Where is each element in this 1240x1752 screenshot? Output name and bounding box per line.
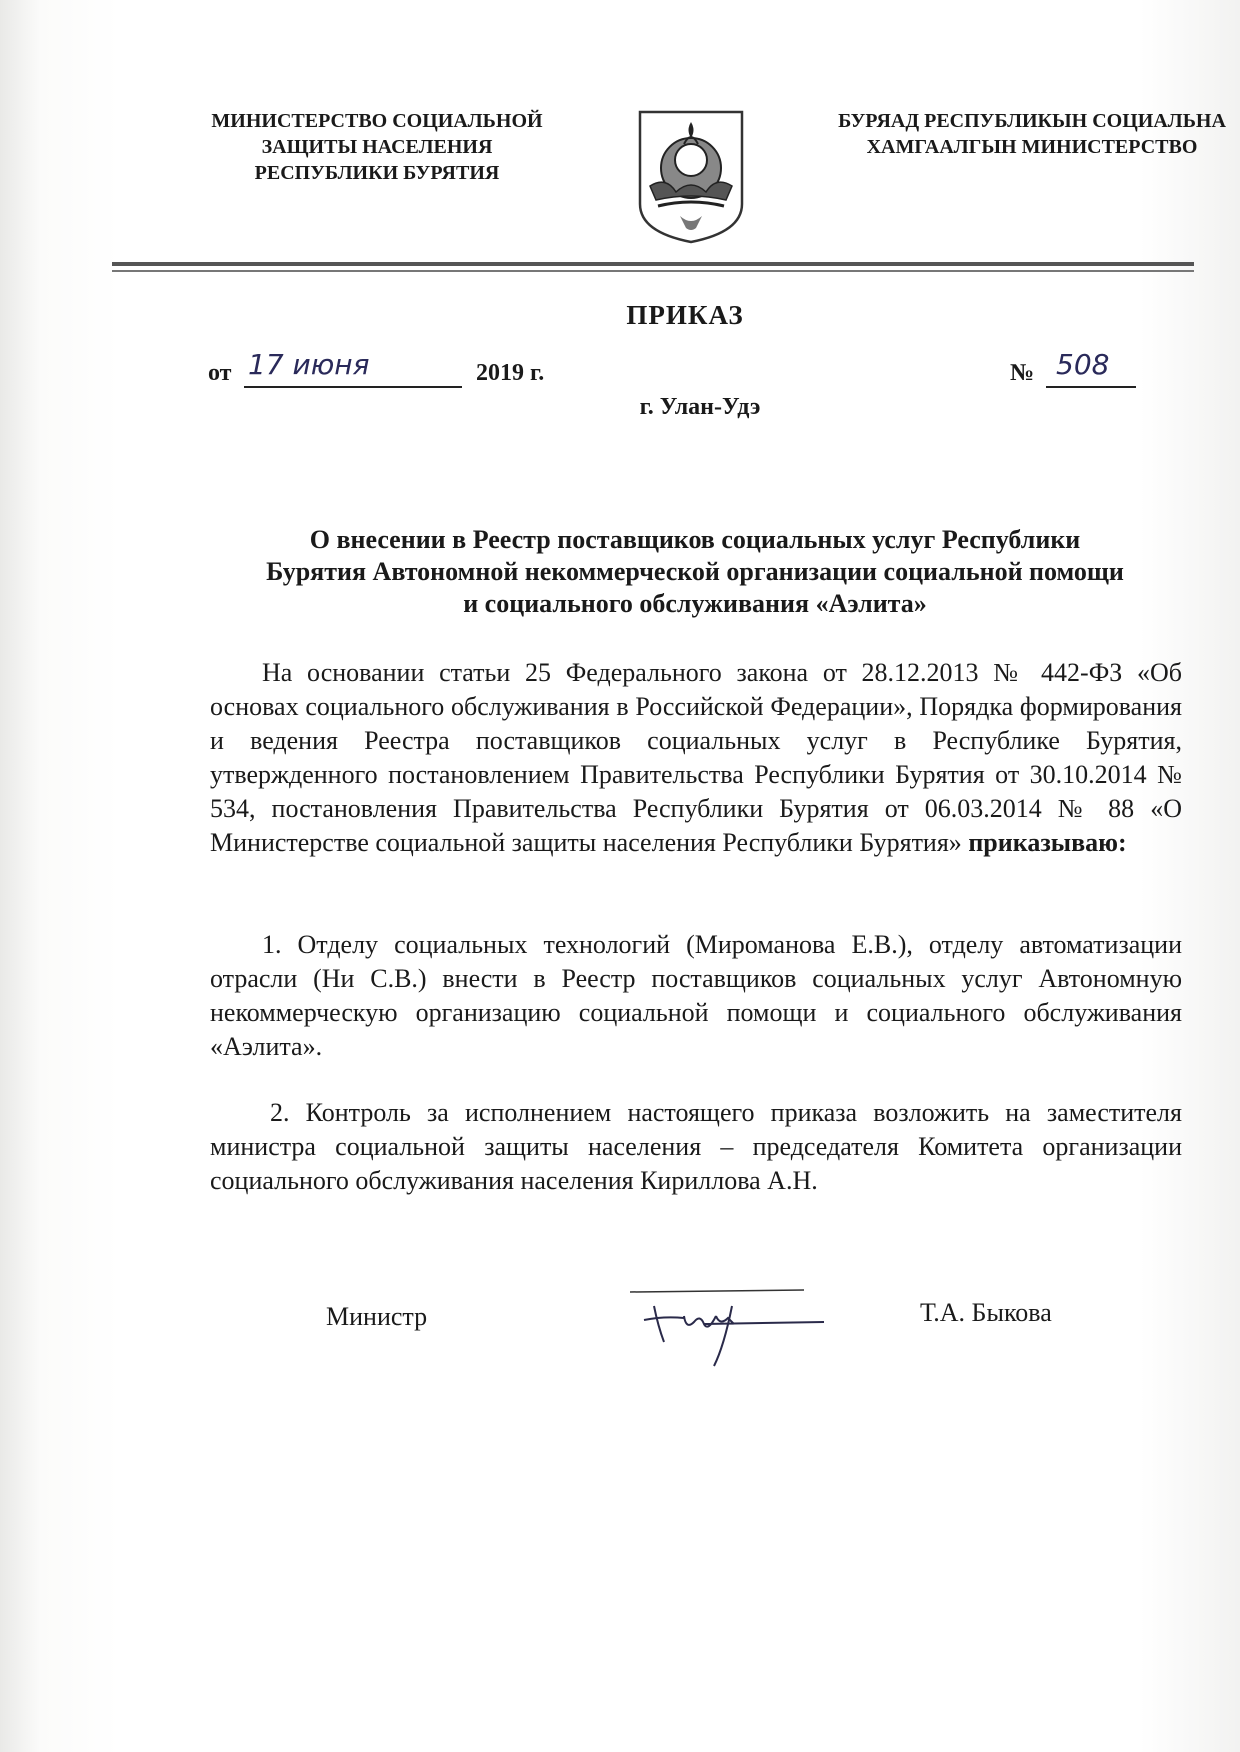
preamble-text: На основании статьи 25 Федерального закона от 28.12.2013 № 442-ФЗ «Об основах социального обслуживания в Российской Федерации», Порядка формирования и ведения Реестра поставщиков социальных услуг в Республике Бурятия, утвержденного постановлением Правительства Республики Бурятия от 30.10.2014 № 534, постановления Правительства Республики Бурятия от 06.03.2014 № 88 «О Министерстве социальной защиты населения Республики Бурятия» bbox=[210, 658, 1182, 857]
ministry-line: РЕСПУБЛИКИ БУРЯТИЯ bbox=[254, 162, 500, 184]
subject-line: Бурятия Автономной некоммерческой организации социальной помощи bbox=[266, 557, 1124, 586]
preamble-paragraph bbox=[210, 656, 1182, 860]
subject-line: и социального обслуживания «Аэлита» bbox=[463, 589, 927, 618]
ministry-line: ЗАЩИТЫ НАСЕЛЕНИЯ bbox=[261, 136, 493, 158]
header-divider bbox=[112, 262, 1194, 266]
order-subject bbox=[200, 524, 1190, 620]
order-item-2: 2. Контроль за исполнением настоящего приказа возложить на заместителя министра социальной защиты населения – председателя Комитета организации социального обслуживания населения Кириллова А.Н. bbox=[210, 1098, 1182, 1195]
ministry-name-bua bbox=[812, 108, 1240, 160]
date-underline bbox=[244, 386, 462, 388]
date-year: 2019 г. bbox=[476, 360, 545, 386]
number-underline bbox=[1046, 386, 1136, 388]
ministry-name-ru bbox=[182, 108, 572, 186]
order-verb: приказываю: bbox=[968, 828, 1127, 857]
city: г. Улан-Удэ bbox=[639, 394, 761, 420]
handwritten-signature bbox=[624, 1286, 884, 1376]
order-number-label: № bbox=[1010, 360, 1035, 386]
ministry-line: БУРЯАД РЕСПУБЛИКЫН СОЦИАЛЬНА bbox=[838, 110, 1226, 132]
header-divider-thin bbox=[112, 270, 1194, 272]
signer-name: Т.А. Быкова bbox=[920, 1298, 1052, 1327]
coat-of-arms-icon bbox=[636, 108, 746, 244]
signer-position: Министр bbox=[326, 1302, 428, 1331]
date-handwritten: 17 июня bbox=[248, 348, 370, 381]
order-item-1: 1. Отделу социальных технологий (Мироманова Е.В.), отделу автоматизации отрасли (Ни С.В.) внести в Реестр поставщиков социальных услуг Автономную некоммерческую организацию социальной помощи и социального обслуживания «Аэлита». bbox=[210, 930, 1182, 1061]
ministry-line: МИНИСТЕРСТВО СОЦИАЛЬНОЙ bbox=[211, 110, 543, 132]
ministry-line: ХАМГААЛГЫН МИНИСТЕРСТВО bbox=[866, 136, 1198, 158]
date-prefix: от bbox=[208, 360, 232, 386]
document-title: ПРИКАЗ bbox=[626, 300, 744, 330]
order-number-handwritten: 508 bbox=[1056, 348, 1110, 381]
subject-line: О внесении в Реестр поставщиков социальных услуг Республики bbox=[309, 525, 1081, 554]
